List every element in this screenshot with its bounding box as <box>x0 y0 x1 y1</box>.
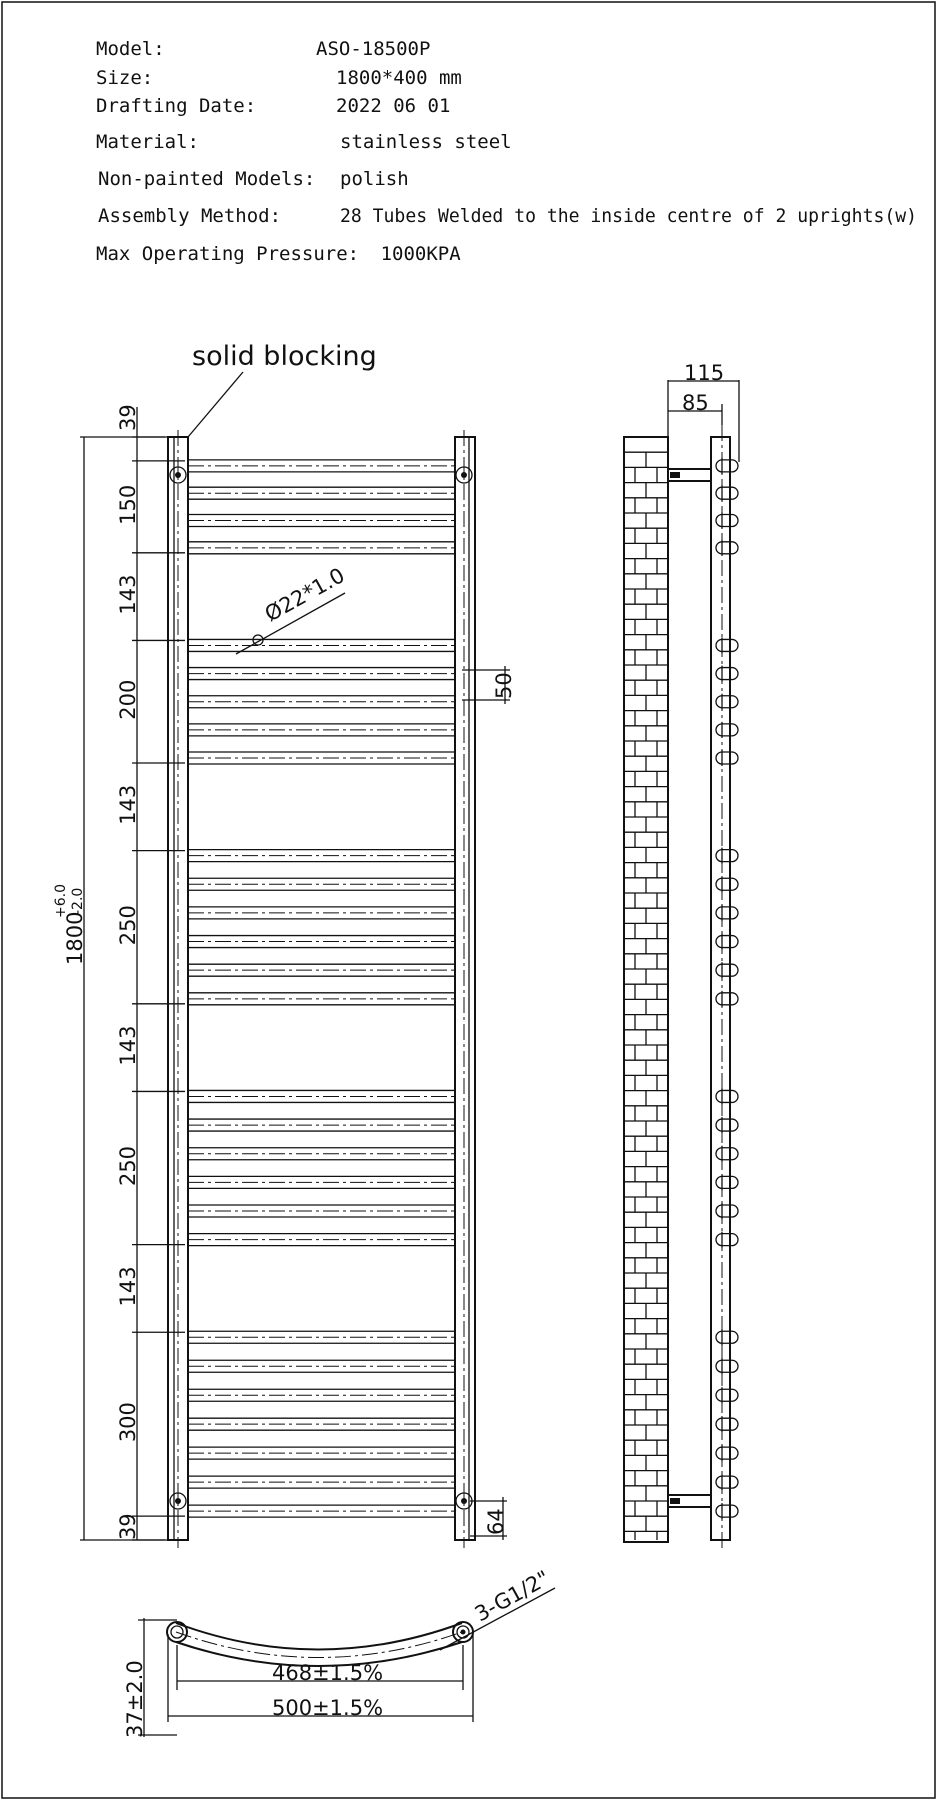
side-tube-end-22 <box>716 1329 738 1345</box>
tube-6 <box>188 668 455 680</box>
tube-3 <box>188 515 455 527</box>
tube-15 <box>188 993 455 1005</box>
spec-material-label: Material: <box>96 131 199 153</box>
tube-8 <box>188 724 455 736</box>
tube-23 <box>188 1360 455 1372</box>
tube-17 <box>188 1119 455 1131</box>
side-tube-end-5 <box>716 637 738 653</box>
left-dim-label-10: 39 <box>116 1513 140 1541</box>
side-tube-end-20 <box>716 1203 738 1219</box>
side-tube-end-16 <box>716 1088 738 1104</box>
side-tube-end-24 <box>716 1387 738 1403</box>
spacing-50-label: 50 <box>492 672 516 699</box>
spec-pressure-label <box>96 243 461 265</box>
spec-assembly-label: Assembly Method: <box>98 205 282 227</box>
spec-nonpainted-label: Non-painted Models: <box>98 168 316 190</box>
tube-22 <box>188 1331 455 1343</box>
side-tube-end-6 <box>716 666 738 682</box>
side-tube-end-23 <box>716 1358 738 1374</box>
overall-height-label: 1800 <box>63 911 87 965</box>
tube-18 <box>188 1148 455 1160</box>
tube-9 <box>188 752 455 764</box>
side-bracket-top <box>668 469 711 481</box>
side-tube-end-26 <box>716 1445 738 1461</box>
left-dim-label-3: 200 <box>116 679 140 720</box>
side-view <box>624 361 739 1548</box>
tube-20 <box>188 1205 455 1217</box>
side-tube-end-13 <box>716 934 738 950</box>
spec-model-value: ASO-18500P <box>316 38 431 60</box>
side-upright <box>711 437 730 1540</box>
spec-model-label: Model: <box>96 38 165 60</box>
tube-7 <box>188 696 455 708</box>
side-tube-end-4 <box>716 540 738 556</box>
tube-12 <box>188 907 455 919</box>
tube-27 <box>188 1476 455 1488</box>
outer-width-label: 500±1.5% <box>272 1696 384 1720</box>
left-dim-label-4: 143 <box>116 784 140 825</box>
side-tube-end-21 <box>716 1232 738 1248</box>
side-tube-end-19 <box>716 1174 738 1190</box>
side-tube-end-3 <box>716 513 738 529</box>
tube-26 <box>188 1447 455 1459</box>
tube-4 <box>188 542 455 554</box>
side-tube-end-2 <box>716 485 738 501</box>
brick-pattern <box>624 452 668 1540</box>
side-tube-end-12 <box>716 905 738 921</box>
spec-date-label: Drafting Date: <box>96 95 257 117</box>
tube-19 <box>188 1176 455 1188</box>
left-dim-label-0: 39 <box>116 404 140 431</box>
side-dim-115-label: 115 <box>684 361 725 385</box>
left-dim-label-6: 143 <box>116 1025 140 1066</box>
spacing-50-dimension <box>462 666 516 704</box>
inner-width-label: 468±1.5% <box>272 1661 384 1685</box>
tube-11 <box>188 878 455 890</box>
solid-blocking-label: solid blocking <box>192 341 377 372</box>
side-bracket-bottom <box>668 1495 711 1507</box>
left-dim-label-8: 143 <box>116 1266 140 1307</box>
side-tube-end-28 <box>716 1503 738 1519</box>
side-tube-end-27 <box>716 1474 738 1490</box>
tolerance-lower: -2.0 <box>70 887 86 915</box>
side-tube-end-25 <box>716 1416 738 1432</box>
left-dim-label-2: 143 <box>116 574 140 615</box>
tube-13 <box>188 936 455 948</box>
side-tube-end-11 <box>716 876 738 892</box>
left-dim-label-7: 250 <box>116 1145 140 1187</box>
side-tube-end-14 <box>716 962 738 978</box>
spec-size-label: Size: <box>96 67 154 89</box>
tube-28 <box>188 1505 455 1517</box>
tube-5 <box>188 639 455 651</box>
side-tube-end-17 <box>716 1117 738 1133</box>
front-view <box>53 341 516 1548</box>
brick-wall <box>624 437 668 1542</box>
spec-size-value: 1800*400 mm <box>336 67 462 89</box>
front-tubes <box>188 460 455 1517</box>
side-tube-end-7 <box>716 694 738 710</box>
left-dim-label-1: 150 <box>116 484 140 525</box>
tube-21 <box>188 1234 455 1246</box>
tube-25 <box>188 1418 455 1430</box>
tube-10 <box>188 850 455 862</box>
tube-24 <box>188 1389 455 1401</box>
spec-assembly-value: 28 Tubes Welded to the inside centre of 2 uprights(w) <box>340 205 917 227</box>
spec-pressure-label-text: Max Operating Pressure: <box>96 243 360 265</box>
top-view <box>123 1566 555 1738</box>
side-tube-end-8 <box>716 722 738 738</box>
tube-2 <box>188 487 455 499</box>
bottom-64-label: 64 <box>484 1508 508 1535</box>
left-dim-label-5: 250 <box>116 905 140 946</box>
side-tube-end-10 <box>716 848 738 864</box>
depth-label: 37±2.0 <box>123 1660 147 1738</box>
side-tube-ends <box>716 458 738 1519</box>
left-dim-label-9: 300 <box>116 1402 140 1443</box>
right-upright <box>455 437 475 1540</box>
side-tube-end-9 <box>716 750 738 766</box>
side-tube-end-1 <box>716 458 738 474</box>
side-tube-end-18 <box>716 1146 738 1162</box>
tube-14 <box>188 964 455 976</box>
tolerance-upper: +6.0 <box>53 884 69 918</box>
spec-date-value: 2022 06 01 <box>336 95 451 117</box>
tube-diameter-label: Ø22*1.0 <box>260 563 349 627</box>
tube-1 <box>188 460 455 472</box>
spec-material-value: stainless steel <box>340 131 512 153</box>
spec-pressure-value: 1000KPA <box>380 243 461 265</box>
tube-16 <box>188 1090 455 1102</box>
spec-block <box>96 38 917 265</box>
side-tube-end-15 <box>716 991 738 1007</box>
side-dimension-85 <box>668 391 722 425</box>
spec-nonpainted-value: polish <box>340 168 409 190</box>
tube-diameter-annotation <box>236 563 349 654</box>
overall-height-dimension <box>53 437 165 1540</box>
connection-label: 3-G1/2" <box>470 1565 554 1627</box>
side-dim-85-label: 85 <box>682 391 709 415</box>
